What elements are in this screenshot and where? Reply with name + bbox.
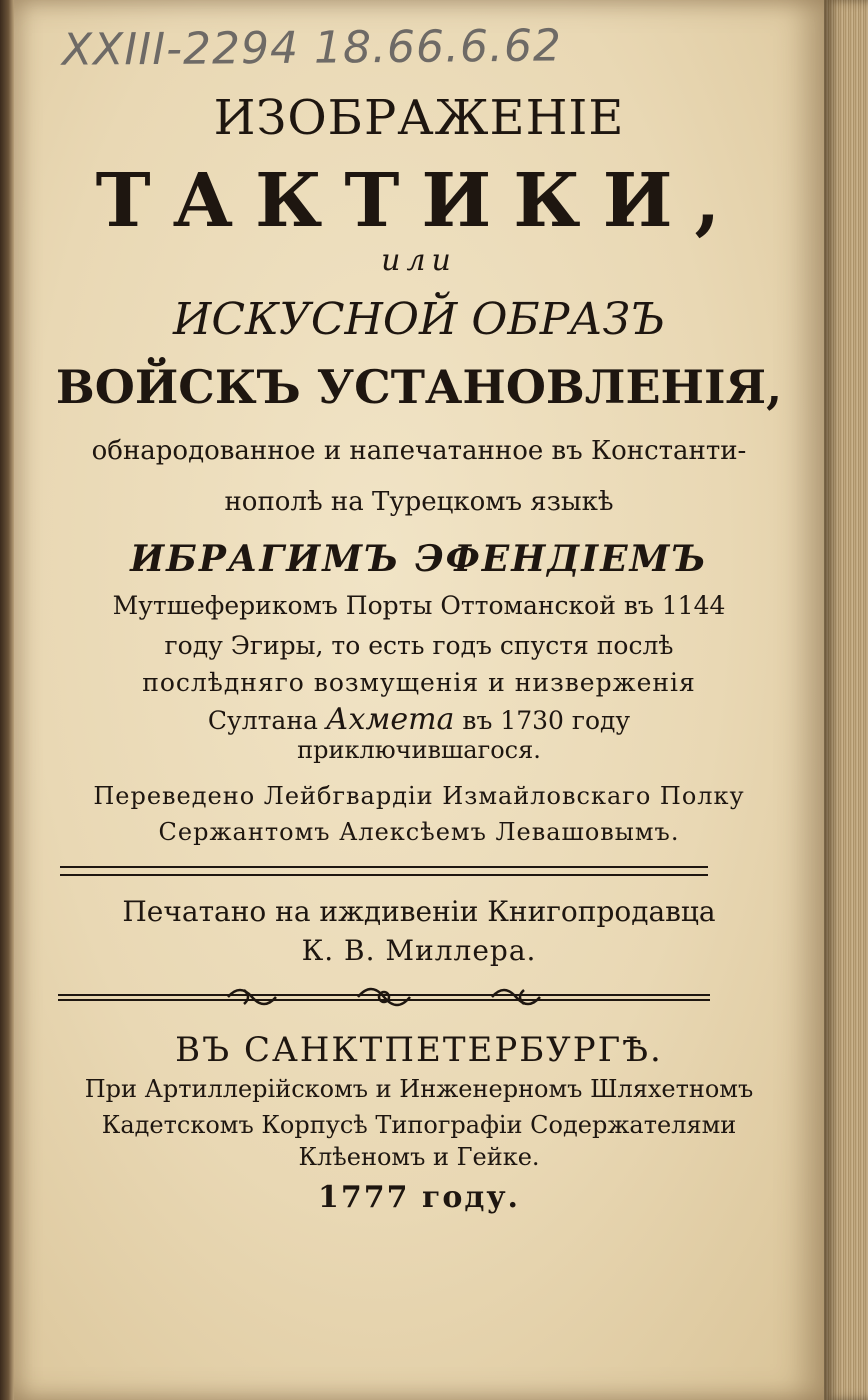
imprint-city: ВЪ САНКТПЕТЕРБУРГѢ. xyxy=(175,1030,663,1070)
title-line-4: ИСКУСНОЙ ОБРАЗЪ xyxy=(172,294,666,345)
book-spine-edge xyxy=(0,0,14,1400)
title-line-1: ИЗОБРАЖЕНІЕ xyxy=(213,90,625,146)
author-desc-line-3: послѣдняго возмущенія и низверженія xyxy=(142,668,696,697)
author-desc-line-4-post: въ 1730 году xyxy=(454,706,631,735)
publication-line-2: нополѣ на Турецкомъ языкѣ xyxy=(224,487,614,517)
title-line-2: ТАКТИКИ, xyxy=(95,158,743,244)
page-stack-edge xyxy=(824,0,868,1400)
imprint-line-3: Клѣеномъ и Гейке. xyxy=(298,1143,540,1171)
title-line-5: ВОЙСКЪ УСТАНОВЛЕНІЯ, xyxy=(55,360,783,414)
publication-line-1: обнародованное и напечатанное въ Константи- xyxy=(91,436,747,466)
translator-line-1: Переведено Лейбгвардіи Измайловскаго Полку xyxy=(93,782,745,810)
imprint-line-2: Кадетскомъ Корпусѣ Типографіи Содержателями xyxy=(101,1111,737,1139)
author-name: ИБРАГИМЪ ЭФЕНДІЕМЪ xyxy=(130,538,708,580)
author-desc-line-4-pre: Султана xyxy=(207,706,326,735)
ornamental-divider xyxy=(58,980,710,1014)
imprint-line-1: При Артиллерійскомъ и Инженерномъ Шляхетномъ xyxy=(84,1075,754,1103)
author-desc-line-1: Мутшеферикомъ Порты Оттоманской въ 1144 xyxy=(112,591,726,620)
pencil-shelfmark: XXIII-2294 18.66.6.62 xyxy=(61,20,563,76)
expense-line-1: Печатано на иждивеніи Книгопродавца xyxy=(122,895,716,928)
author-desc-line-4 xyxy=(14,702,824,737)
imprint-year: 1777 году. xyxy=(318,1180,520,1215)
expense-line-2: К. В. Миллера. xyxy=(301,934,537,967)
author-desc-line-5: приключившагося. xyxy=(297,736,541,764)
sultan-name: Ахмета xyxy=(325,702,455,737)
double-rule-divider xyxy=(60,866,708,876)
author-desc-line-2: году Эгиры, то есть годъ спустя послѣ xyxy=(164,631,674,660)
title-line-3: или xyxy=(381,243,457,278)
translator-line-2: Сержантомъ Алексѣемъ Левашовымъ. xyxy=(158,818,680,846)
